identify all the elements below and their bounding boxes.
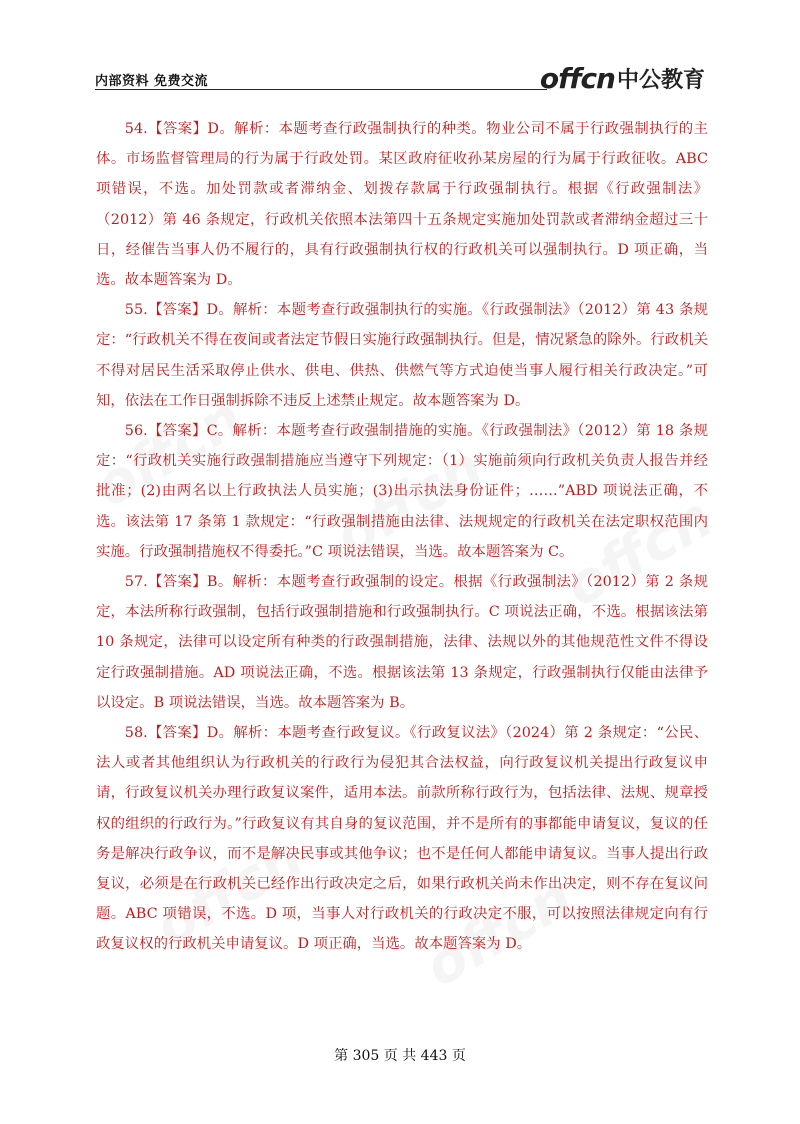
logo-offcn-text: offcn bbox=[539, 61, 615, 95]
offcn-logo bbox=[540, 62, 705, 94]
header-rule bbox=[95, 89, 547, 90]
page-number: 第 305 页 共 443 页 bbox=[334, 1048, 466, 1064]
header-label: 内部资料 免费交流 bbox=[95, 74, 209, 89]
answer-paragraph-57: 57.【答案】B。解析：本题考查行政强制的设定。根据《行政强制法》（2012）第 2 条规定，本法所称行政强制，包括行政强制措施和行政强制执行。C 项说法正确，不选。根据该法第 10 条规定，法律可以设定所有种类的行政强制措施，法律、法规以外的其他规范性文件不得设定行政强制措施。AD 项说法正确，不选。根据该法第 13 条规定，行政强制执行仅能由法律予以设定。B 项说法错误，当选。故本题答案为 B。 bbox=[96, 574, 708, 711]
answer-explanations bbox=[96, 114, 708, 960]
logo-cn-text: 中公教育 bbox=[616, 67, 705, 93]
answer-paragraph-55: 55.【答案】D。解析：本题考查行政强制执行的实施。《行政强制法》（2012）第 43 条规定：“行政机关不得在夜间或者法定节假日实施行政强制执行。但是，情况紧急的除外。行政机关不得对居民生活采取停止供水、供电、供热、供燃气等方式迫使当事人履行相关行政决定。”可知，依法在工作日强制拆除不违反上述禁止规定。故本题答案为 D。 bbox=[96, 302, 708, 409]
answer-paragraph-56: 56.【答案】C。解析：本题考查行政强制措施的实施。《行政强制法》（2012）第 18 条规定：“行政机关实施行政强制措施应当遵守下列规定：（1）实施前须向行政机关负责人报告并经批准；(2)由两名以上行政执法人员实施；(3)出示执法身份证件；……”ABD 项说法正确，不选。该法第 17 条第 1 款规定：“行政强制措施由法律、法规规定的行政机关在法定职权范围内实施。行政强制措施权不得委托。”C 项说法错误，当选。故本题答案为 C。 bbox=[96, 423, 708, 560]
answer-paragraph-54: 54.【答案】D。解析：本题考查行政强制执行的种类。物业公司不属于行政强制执行的主体。市场监督管理局的行为属于行政处罚。某区政府征收孙某房屋的行为属于行政征收。ABC 项错误，不选。加处罚款或者滞纳金、划拨存款属于行政强制执行。根据《行政强制法》（2012）第 46 条规定，行政机关依照本法第四十五条规定实施加处罚款或者滞纳金超过三十日，经催告当事人仍不履行的，具有行政强制执行权的行政机关可以强制执行。D 项正确，当选。故本题答案为 D。 bbox=[96, 121, 708, 289]
page-header bbox=[95, 62, 705, 94]
answer-paragraph-58: 58.【答案】D。解析：本题考查行政复议。《行政复议法》（2024）第 2 条规定：“公民、法人或者其他组织认为行政机关的行政行为侵犯其合法权益，向行政复议机关提出行政复议申请，行政复议机关办理行政复议案件，适用本法。前款所称行政行为，包括法律、法规、规章授权的组织的行政行为。”行政复议有其自身的复议范围，并不是所有的事都能申请复议，复议的任务是解决行政争议，而不是解决民事或其他争议；也不是任何人都能申请复议。当事人提出行政复议，必须是在行政机关已经作出行政决定之后，如果行政机关尚未作出决定，则不存在复议问题。ABC 项错误，不选。D 项，当事人对行政机关的行政决定不服，可以按照法律规定向有行政复议权的行政机关申请复议。D 项正确，当选。故本题答案为 D。 bbox=[96, 725, 708, 953]
